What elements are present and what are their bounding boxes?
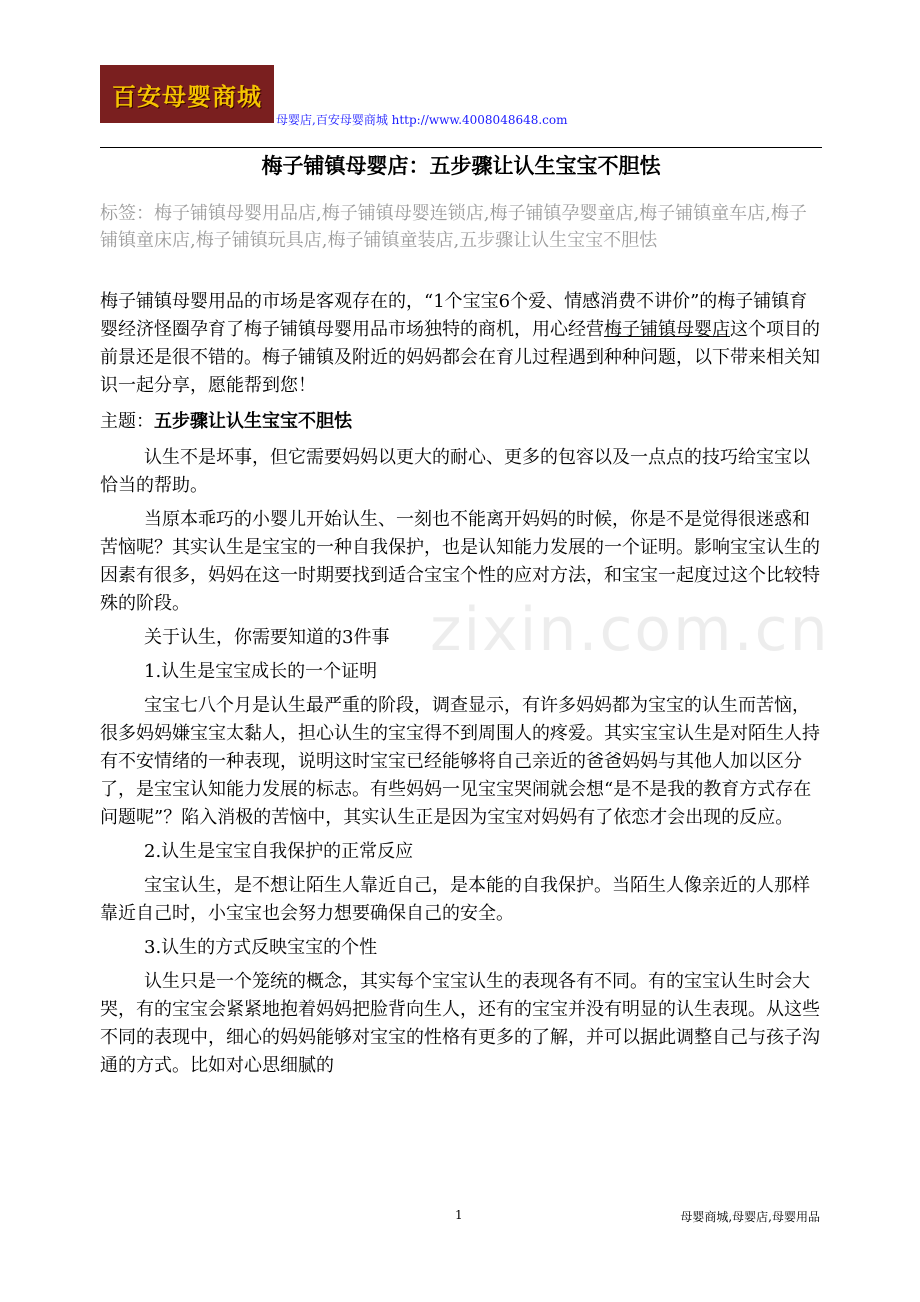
paragraph: 认生不是坏事，但它需要妈妈以更大的耐心、更多的包容以及一点点的技巧给宝宝以恰当的帮助。 [100, 447, 810, 496]
footer-keywords: 母婴商城,母婴店,母婴用品 [680, 1210, 820, 1224]
intro-text-2: 这个项目的前景还是很不错的。梅子铺镇及附近的妈妈都会在育儿过程遇到种种问题，以下带来相关知识一起分享，愿能帮到您！ [100, 319, 820, 396]
header-link[interactable]: 母婴店,百安母婴商城 http://www.4008048648.com [276, 113, 568, 127]
topic-line [100, 408, 822, 436]
paragraph: 认生只是一个笼统的概念，其实每个宝宝认生的表现各有不同。有的宝宝认生时会大哭，有的宝宝会紧紧地抱着妈妈把脸背向生人，还有的宝宝并没有明显的认生表现。从这些不同的表现中，细心的妈妈能够对宝宝的性格有更多的了解，并可以据此调整自己与孩子沟通的方式。比如对心思细腻的 [100, 971, 820, 1076]
logo-text: 百安母婴商城 [112, 82, 262, 111]
paragraph: 关于认生，你需要知道的3件事 [144, 627, 390, 648]
paragraph: 当原本乖巧的小婴儿开始认生、一刻也不能离开妈妈的时候，你是不是觉得很迷惑和苦恼呢？其实认生是宝宝的一种自我保护，也是认知能力发展的一个证明。影响宝宝认生的因素有很多，妈妈在这一时期要找到适合宝宝个性的应对方法，和宝宝一起度过这个比较特殊的阶段。 [100, 509, 820, 614]
intro-text-1: 梅子铺镇母婴用品的市场是客观存在的，“1个宝宝6个爱、情感消费不讲价”的梅子铺镇育婴经济怪圈孕育了梅子铺镇母婴用品市场独特的商机，用心经营 [100, 291, 808, 340]
page-header [100, 65, 822, 149]
page-number: 1 [455, 1208, 463, 1222]
intro-paragraph [100, 288, 822, 400]
topic-label: 主题： [100, 411, 154, 432]
page-title: 梅子铺镇母婴店：五步骤让认生宝宝不胆怯 [261, 154, 661, 178]
section-heading: 2.认生是宝宝自我保护的正常反应 [144, 841, 414, 862]
paragraph: 宝宝认生，是不想让陌生人靠近自己，是本能的自我保护。当陌生人像亲近的人那样靠近自己时，小宝宝也会努力想要确保自己的安全。 [100, 875, 810, 924]
intro-link[interactable]: 梅子铺镇母婴店 [604, 319, 730, 340]
topic-text: 五步骤让认生宝宝不胆怯 [154, 411, 352, 432]
section-heading: 1.认生是宝宝成长的一个证明 [144, 661, 378, 682]
article-body [100, 288, 822, 1086]
header-divider [100, 147, 822, 148]
tags-line: 标签：梅子铺镇母婴用品店,梅子铺镇母婴连锁店,梅子铺镇孕婴童店,梅子铺镇童车店,梅子铺镇童床店,梅子铺镇玩具店,梅子铺镇童装店,五步骤让认生宝宝不胆怯 [100, 203, 807, 251]
paragraph: 宝宝七八个月是认生最严重的阶段，调查显示，有许多妈妈都为宝宝的认生而苦恼，很多妈妈嫌宝宝太黏人，担心认生的宝宝得不到周围人的疼爱。其实宝宝认生是对陌生人持有不安情绪的一种表现，说明这时宝宝已经能够将自己亲近的爸爸妈妈与其他人加以区分了，是宝宝认知能力发展的标志。有些妈妈一见宝宝哭闹就会想“是不是我的教育方式存在问题呢”？陷入消极的苦恼中，其实认生正是因为宝宝对妈妈有了依恋才会出现的反应。 [100, 695, 820, 828]
store-logo [100, 65, 274, 123]
section-heading: 3.认生的方式反映宝宝的个性 [144, 937, 378, 958]
watermark: zixin.com.cn [430, 595, 830, 665]
